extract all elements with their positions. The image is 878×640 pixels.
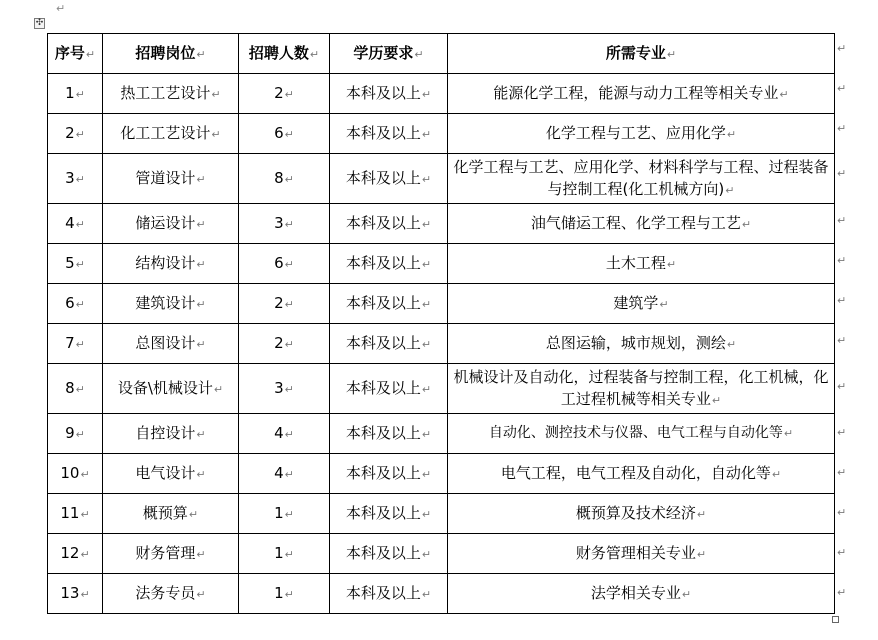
cell-education: 本科及以上↵	[330, 494, 448, 534]
cell-education: 本科及以上↵	[330, 454, 448, 494]
table-row	[48, 574, 835, 614]
cell-position: 化工工艺设计↵	[103, 114, 239, 154]
row-end-mark: ↵	[837, 254, 847, 267]
row-end-mark: ↵	[837, 122, 847, 135]
cell-education: 本科及以上↵	[330, 364, 448, 414]
row-end-mark: ↵	[837, 82, 847, 95]
cell-count: 4↵	[239, 454, 330, 494]
table-row	[48, 324, 835, 364]
cell-education: 本科及以上↵	[330, 74, 448, 114]
cell-position: 概预算↵	[103, 494, 239, 534]
cell-major: 化学工程与工艺、应用化学、材料科学与工程、过程装备与控制工程(化工机械方向)↵	[448, 154, 835, 204]
cell-no: 5↵	[48, 244, 103, 284]
cell-position: 管道设计↵	[103, 154, 239, 204]
table-row	[48, 414, 835, 454]
cell-major: 自动化、测控技术与仪器、电气工程与自动化等↵	[448, 414, 835, 454]
cell-count: 1↵	[239, 494, 330, 534]
cell-major: 概预算及技术经济↵	[448, 494, 835, 534]
row-end-mark: ↵	[837, 380, 847, 393]
cell-major: 建筑学↵	[448, 284, 835, 324]
cell-no: 1↵	[48, 74, 103, 114]
cell-major: 总图运输，城市规划，测绘↵	[448, 324, 835, 364]
cell-education: 本科及以上↵	[330, 204, 448, 244]
table-resize-handle[interactable]	[832, 616, 839, 623]
cell-major: 机械设计及自动化，过程装备与控制工程，化工机械，化工过程机械等相关专业↵	[448, 364, 835, 414]
table-row	[48, 114, 835, 154]
cell-count: 1↵	[239, 574, 330, 614]
table-row	[48, 534, 835, 574]
row-end-mark: ↵	[837, 506, 847, 519]
cell-no: 11↵	[48, 494, 103, 534]
cell-no: 3↵	[48, 154, 103, 204]
row-end-mark: ↵	[837, 214, 847, 227]
cell-major: 油气储运工程、化学工程与工艺↵	[448, 204, 835, 244]
paragraph-mark: ↵	[56, 2, 66, 15]
cell-no: 2↵	[48, 114, 103, 154]
table-row	[48, 284, 835, 324]
table-row	[48, 364, 835, 414]
cell-major: 财务管理相关专业↵	[448, 534, 835, 574]
cell-position: 法务专员↵	[103, 574, 239, 614]
cell-no: 10↵	[48, 454, 103, 494]
row-end-mark: ↵	[837, 426, 847, 439]
cell-no: 12↵	[48, 534, 103, 574]
cell-position: 结构设计↵	[103, 244, 239, 284]
cell-education: 本科及以上↵	[330, 154, 448, 204]
row-end-mark: ↵	[837, 586, 847, 599]
header-education: 学历要求↵	[330, 34, 448, 74]
table-row	[48, 204, 835, 244]
cell-count: 6↵	[239, 244, 330, 284]
cell-education: 本科及以上↵	[330, 114, 448, 154]
cell-major: 电气工程，电气工程及自动化，自动化等↵	[448, 454, 835, 494]
cell-no: 9↵	[48, 414, 103, 454]
header-no: 序号↵	[48, 34, 103, 74]
cell-count: 2↵	[239, 324, 330, 364]
table-row	[48, 244, 835, 284]
recruitment-table	[47, 33, 835, 614]
cell-count: 2↵	[239, 74, 330, 114]
cell-education: 本科及以上↵	[330, 244, 448, 284]
cell-major: 法学相关专业↵	[448, 574, 835, 614]
cell-position: 财务管理↵	[103, 534, 239, 574]
cell-major: 能源化学工程，能源与动力工程等相关专业↵	[448, 74, 835, 114]
cell-major: 化学工程与工艺、应用化学↵	[448, 114, 835, 154]
header-count: 招聘人数↵	[239, 34, 330, 74]
cell-no: 7↵	[48, 324, 103, 364]
cell-position: 电气设计↵	[103, 454, 239, 494]
cell-position: 总图设计↵	[103, 324, 239, 364]
row-end-mark: ↵	[837, 334, 847, 347]
row-end-mark: ↵	[837, 294, 847, 307]
row-end-mark: ↵	[837, 546, 847, 559]
cell-count: 8↵	[239, 154, 330, 204]
header-position: 招聘岗位↵	[103, 34, 239, 74]
cell-education: 本科及以上↵	[330, 574, 448, 614]
table-header-row	[48, 34, 835, 74]
table-row	[48, 154, 835, 204]
cell-count: 3↵	[239, 204, 330, 244]
cell-count: 2↵	[239, 284, 330, 324]
cell-position: 热工工艺设计↵	[103, 74, 239, 114]
cell-education: 本科及以上↵	[330, 534, 448, 574]
table-move-handle-icon[interactable]: ✣	[35, 18, 44, 28]
cell-no: 6↵	[48, 284, 103, 324]
cell-position: 设备\机械设计↵	[103, 364, 239, 414]
cell-position: 自控设计↵	[103, 414, 239, 454]
cell-no: 13↵	[48, 574, 103, 614]
cell-education: 本科及以上↵	[330, 414, 448, 454]
cell-count: 4↵	[239, 414, 330, 454]
header-major: 所需专业↵	[448, 34, 835, 74]
cell-count: 1↵	[239, 534, 330, 574]
cell-no: 4↵	[48, 204, 103, 244]
table-row	[48, 74, 835, 114]
cell-position: 建筑设计↵	[103, 284, 239, 324]
cell-education: 本科及以上↵	[330, 284, 448, 324]
row-end-mark: ↵	[837, 466, 847, 479]
cell-major: 土木工程↵	[448, 244, 835, 284]
cell-education: 本科及以上↵	[330, 324, 448, 364]
table-row	[48, 454, 835, 494]
row-end-mark: ↵	[837, 167, 847, 180]
cell-count: 6↵	[239, 114, 330, 154]
cell-no: 8↵	[48, 364, 103, 414]
cell-count: 3↵	[239, 364, 330, 414]
row-end-mark: ↵	[837, 42, 847, 55]
cell-position: 储运设计↵	[103, 204, 239, 244]
table-row	[48, 494, 835, 534]
